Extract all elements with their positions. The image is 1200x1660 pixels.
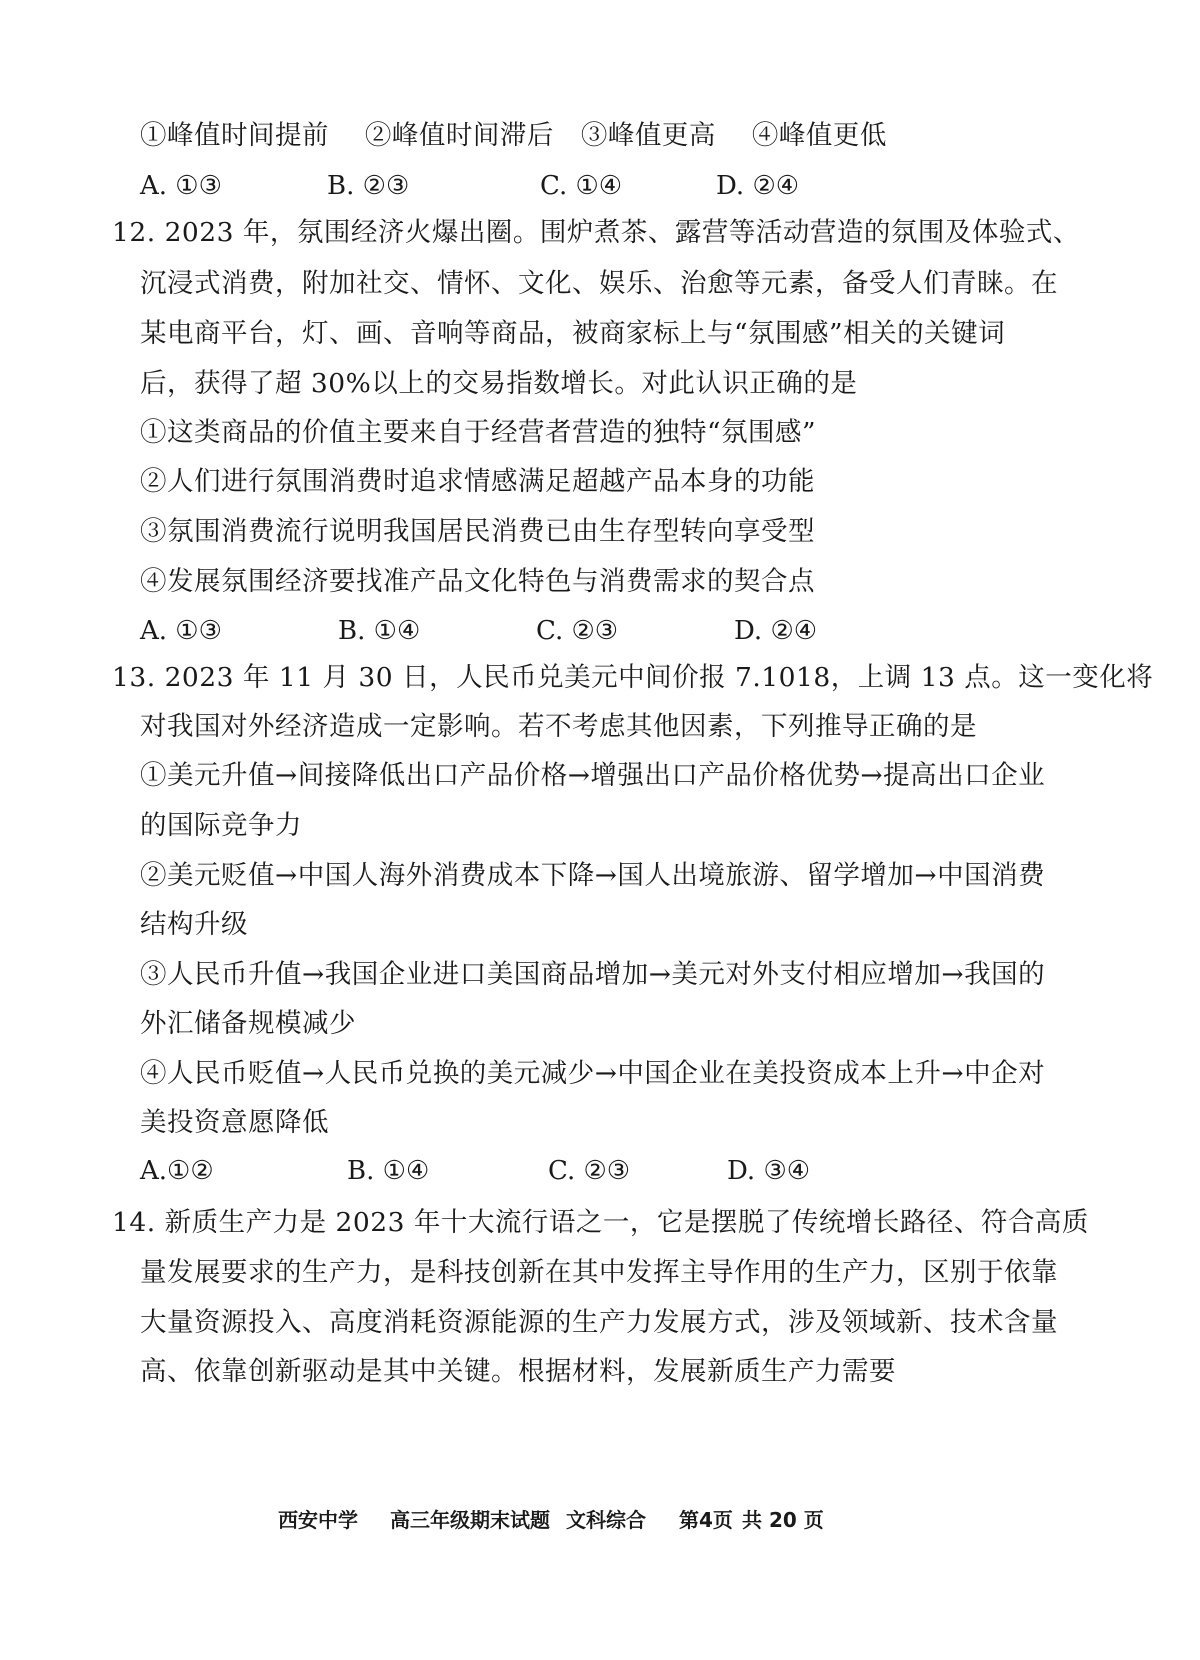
q14-stem-line-4: 高、依靠创新驱动是其中关键。根据材料，发展新质生产力需要 — [140, 1356, 896, 1387]
q12-stem-line-4: 后，获得了超 30%以上的交易指数增长。对此认识正确的是 — [140, 368, 858, 399]
q13-stem-line-1: 13. 2023 年 11 月 30 日，人民币兑美元中间价报 7.1018，上调 13 点。这一变化将 — [112, 662, 1154, 693]
footer-total-pages: 共 20 页 — [742, 1508, 824, 1532]
q11-option-d: D. ②④ — [716, 171, 800, 201]
footer-school: 西安中学 — [278, 1508, 358, 1532]
q12-option-a: A. ①③ — [140, 616, 222, 646]
q13-statement-4-line-1: ④人民币贬值→人民币兑换的美元减少→中国企业在美投资成本上升→中企对 — [140, 1058, 1046, 1089]
q13-statement-2-line-1: ②美元贬值→中国人海外消费成本下降→国人出境旅游、留学增加→中国消费 — [140, 860, 1046, 891]
q13-option-b: B. ①④ — [347, 1156, 430, 1186]
footer-exam-title: 高三年级期末试题 — [390, 1508, 550, 1532]
q12-stem-line-3: 某电商平台，灯、画、音响等商品，被商家标上与“氛围感”相关的关键词 — [140, 318, 1006, 349]
q13-statement-2-line-2: 结构升级 — [140, 909, 248, 940]
q12-statement-2: ②人们进行氛围消费时追求情感满足超越产品本身的功能 — [140, 466, 815, 497]
q12-stem-line-1: 12. 2023 年，氛围经济火爆出圈。围炉煮茶、露营等活动营造的氛围及体验式、 — [112, 217, 1080, 248]
q11-option-a: A. ①③ — [140, 171, 222, 201]
q13-statement-3-line-2: 外汇储备规模减少 — [140, 1008, 356, 1039]
q13-option-d: D. ③④ — [727, 1156, 811, 1186]
q13-option-a: A.①② — [140, 1156, 214, 1186]
footer-subject: 文科综合 — [566, 1508, 646, 1532]
q13-statement-4-line-2: 美投资意愿降低 — [140, 1107, 329, 1138]
q14-stem-line-2: 量发展要求的生产力，是科技创新在其中发挥主导作用的生产力，区别于依靠 — [140, 1257, 1058, 1288]
q12-option-c: C. ②③ — [536, 616, 619, 646]
q13-stem-line-2: 对我国对外经济造成一定影响。若不考虑其他因素，下列推导正确的是 — [140, 711, 977, 742]
footer-page-number: 第4页 — [679, 1508, 733, 1532]
q11-option-c: C. ①④ — [540, 171, 623, 201]
q14-stem-line-3: 大量资源投入、高度消耗资源能源的生产力发展方式，涉及领域新、技术含量 — [140, 1307, 1058, 1338]
q11-option-b: B. ②③ — [327, 171, 410, 201]
q12-option-d: D. ②④ — [734, 616, 818, 646]
q13-statement-1-line-1: ①美元升值→间接降低出口产品价格→增强出口产品价格优势→提高出口企业 — [140, 760, 1046, 791]
q12-statement-1: ①这类商品的价值主要来自于经营者营造的独特“氛围感” — [140, 417, 817, 448]
q14-stem-line-1: 14. 新质生产力是 2023 年十大流行语之一，它是摆脱了传统增长路径、符合高质 — [112, 1207, 1089, 1238]
q12-option-b: B. ①④ — [338, 616, 421, 646]
q13-statement-1-line-2: 的国际竞争力 — [140, 810, 302, 841]
q12-stem-line-2: 沉浸式消费，附加社交、情怀、文化、娱乐、治愈等元素，备受人们青睐。在 — [140, 268, 1058, 299]
q12-statement-3: ③氛围消费流行说明我国居民消费已由生存型转向享受型 — [140, 516, 815, 547]
q12-statement-4: ④发展氛围经济要找准产品文化特色与消费需求的契合点 — [140, 566, 815, 597]
q11-statements: ①峰值时间提前 ②峰值时间滞后 ③峰值更高 ④峰值更低 — [140, 120, 887, 151]
q13-statement-3-line-1: ③人民币升值→我国企业进口美国商品增加→美元对外支付相应增加→我国的 — [140, 959, 1046, 990]
q13-option-c: C. ②③ — [548, 1156, 631, 1186]
